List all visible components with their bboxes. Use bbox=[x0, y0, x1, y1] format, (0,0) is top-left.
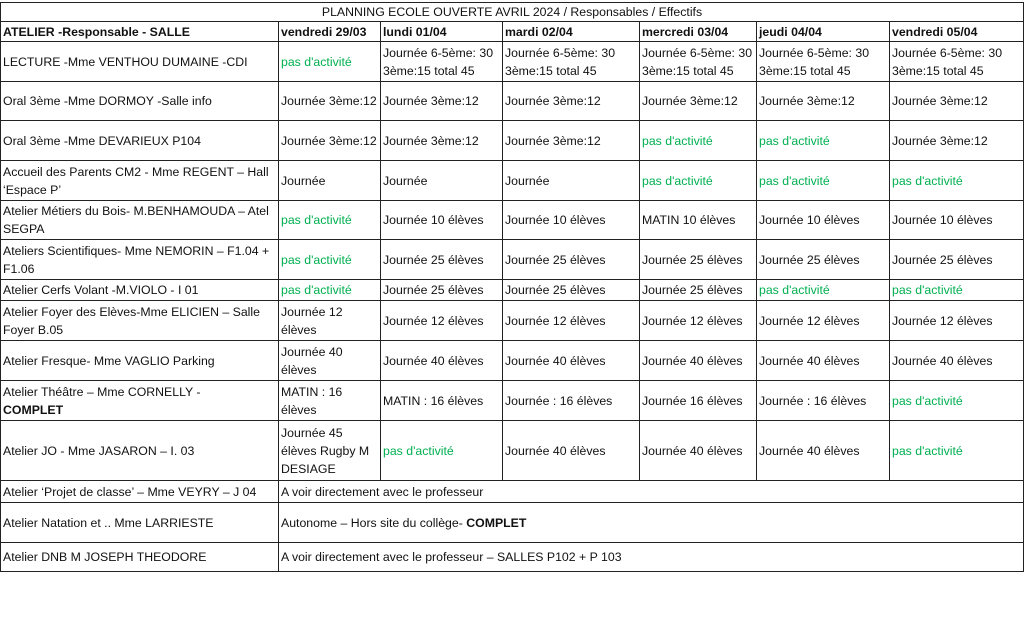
schedule-cell: Journée 12 élèves bbox=[503, 301, 640, 341]
schedule-cell: Journée 25 élèves bbox=[640, 240, 757, 280]
activity-label: Atelier ‘Projet de classe’ – Mme VEYRY – J 04 bbox=[3, 484, 257, 499]
activity-cell bbox=[1, 201, 279, 240]
schedule-cell: MATIN : 16 élèves bbox=[381, 381, 503, 421]
schedule-cell: pas d'activité bbox=[279, 240, 381, 280]
schedule-cell: pas d'activité bbox=[279, 201, 381, 240]
schedule-cell: Journée 40 élèves bbox=[503, 341, 640, 381]
table-row bbox=[1, 121, 1024, 161]
merged-info-cell bbox=[279, 481, 1024, 503]
schedule-cell: Journée 10 élèves bbox=[890, 201, 1024, 240]
table-row bbox=[1, 301, 1024, 341]
schedule-cell: Journée 45 élèves Rugby M DESIAGE bbox=[279, 421, 381, 481]
activity-cell bbox=[1, 240, 279, 280]
schedule-cell: Journée 40 élèves bbox=[279, 341, 381, 381]
schedule-cell: pas d'activité bbox=[757, 121, 890, 161]
schedule-cell: Journée 3ème:12 bbox=[381, 82, 503, 121]
table-title: PLANNING ECOLE OUVERTE AVRIL 2024 / Responsables / Effectifs bbox=[1, 3, 1024, 22]
table-row bbox=[1, 341, 1024, 381]
activity-cell bbox=[1, 42, 279, 82]
schedule-cell: Journée bbox=[503, 161, 640, 201]
header-cell-day: mardi 02/04 bbox=[503, 22, 640, 42]
activity-label: Atelier Théâtre – Mme CORNELLY - bbox=[3, 384, 201, 399]
schedule-cell: Journée 3ème:12 bbox=[503, 82, 640, 121]
schedule-cell: Journée 25 élèves bbox=[757, 240, 890, 280]
activity-cell bbox=[1, 381, 279, 421]
schedule-cell: Journée 40 élèves bbox=[640, 341, 757, 381]
activity-label: Atelier Fresque- Mme VAGLIO Parking bbox=[3, 353, 215, 368]
merged-info-cell bbox=[279, 543, 1024, 572]
schedule-cell: Journée 25 élèves bbox=[381, 240, 503, 280]
schedule-cell: Journée 3ème:12 bbox=[279, 121, 381, 161]
schedule-cell: Journée 25 élèves bbox=[640, 280, 757, 301]
info-text: A voir directement avec le professeur bbox=[281, 484, 484, 499]
schedule-cell: Journée 40 élèves bbox=[757, 421, 890, 481]
schedule-cell: Journée 6-5ème: 30 3ème:15 total 45 bbox=[757, 42, 890, 82]
schedule-cell: Journée 3ème:12 bbox=[503, 121, 640, 161]
schedule-cell: Journée : 16 élèves bbox=[757, 381, 890, 421]
schedule-cell: Journée 40 élèves bbox=[757, 341, 890, 381]
info-text: A voir directement avec le professeur – SALLES P102 + P 103 bbox=[281, 550, 622, 564]
activity-label: Atelier Foyer des Elèves-Mme ELICIEN – Salle Foyer B.05 bbox=[3, 304, 260, 337]
schedule-cell: Journée 3ème:12 bbox=[381, 121, 503, 161]
schedule-cell: Journée 25 élèves bbox=[890, 240, 1024, 280]
activity-label: Accueil des Parents CM2 - Mme REGENT – Hall ‘Espace P’ bbox=[3, 164, 269, 197]
header-cell-day: vendredi 29/03 bbox=[279, 22, 381, 42]
schedule-cell: pas d'activité bbox=[640, 161, 757, 201]
schedule-cell: MATIN 10 élèves bbox=[640, 201, 757, 240]
schedule-cell: Journée 3ème:12 bbox=[890, 82, 1024, 121]
schedule-cell: Journée 10 élèves bbox=[503, 201, 640, 240]
schedule-cell: Journée 12 élèves bbox=[381, 301, 503, 341]
table-row bbox=[1, 280, 1024, 301]
schedule-cell: Journée 40 élèves bbox=[890, 341, 1024, 381]
schedule-cell: Journée 25 élèves bbox=[503, 240, 640, 280]
merged-info-cell bbox=[279, 503, 1024, 543]
activity-label: Oral 3ème -Mme DORMOY -Salle info bbox=[3, 94, 212, 108]
activity-label: Atelier Cerfs Volant -M.VIOLO - I 01 bbox=[3, 283, 199, 297]
schedule-cell: pas d'activité bbox=[640, 121, 757, 161]
activity-cell bbox=[1, 421, 279, 481]
schedule-cell: Journée 3ème:12 bbox=[890, 121, 1024, 161]
schedule-cell: Journée 12 élèves bbox=[640, 301, 757, 341]
activity-cell bbox=[1, 481, 279, 503]
activity-cell bbox=[1, 82, 279, 121]
schedule-cell: pas d'activité bbox=[757, 280, 890, 301]
schedule-cell: pas d'activité bbox=[381, 421, 503, 481]
activity-label: Ateliers Scientifiques- Mme NEMORIN – F1.04 + F1.06 bbox=[3, 243, 270, 276]
schedule-cell: MATIN : 16 élèves bbox=[279, 381, 381, 421]
activity-cell bbox=[1, 503, 279, 543]
header-row bbox=[1, 22, 1024, 42]
activity-label: Atelier DNB M JOSEPH THEODORE bbox=[3, 550, 207, 564]
schedule-cell: Journée 12 élèves bbox=[757, 301, 890, 341]
activity-label: Atelier Métiers du Bois- M.BENHAMOUDA – Atel SEGPA bbox=[3, 204, 269, 236]
table-row bbox=[1, 42, 1024, 82]
header-cell-day: lundi 01/04 bbox=[381, 22, 503, 42]
schedule-cell: Journée : 16 élèves bbox=[503, 381, 640, 421]
activity-label: LECTURE -Mme VENTHOU DUMAINE -CDI bbox=[3, 54, 248, 69]
schedule-cell: Journée 12 élèves bbox=[890, 301, 1024, 341]
table-row bbox=[1, 240, 1024, 280]
activity-label: Oral 3ème -Mme DEVARIEUX P104 bbox=[3, 133, 201, 148]
schedule-cell: pas d'activité bbox=[890, 280, 1024, 301]
table-row bbox=[1, 421, 1024, 481]
schedule-cell: Journée bbox=[279, 161, 381, 201]
info-text: Autonome – Hors site du collège- bbox=[281, 515, 463, 530]
schedule-cell: Journée 3ème:12 bbox=[640, 82, 757, 121]
schedule-cell: Journée bbox=[381, 161, 503, 201]
schedule-cell: Journée 25 élèves bbox=[503, 280, 640, 301]
status-complet: COMPLET bbox=[3, 402, 64, 417]
schedule-cell: Journée 40 élèves bbox=[640, 421, 757, 481]
schedule-cell: Journée 16 élèves bbox=[640, 381, 757, 421]
schedule-cell: Journée 12 élèves bbox=[279, 301, 381, 341]
header-cell-day: jeudi 04/04 bbox=[757, 22, 890, 42]
schedule-cell: pas d'activité bbox=[890, 421, 1024, 481]
table-row bbox=[1, 543, 1024, 572]
table-row bbox=[1, 82, 1024, 121]
schedule-cell: Journée 6-5ème: 30 3ème:15 total 45 bbox=[890, 42, 1024, 82]
header-cell-activity: ATELIER -Responsable - SALLE bbox=[1, 22, 279, 42]
schedule-cell: Journée 3ème:12 bbox=[757, 82, 890, 121]
schedule-cell: pas d'activité bbox=[279, 280, 381, 301]
activity-label: Atelier JO - Mme JASARON – I. 03 bbox=[3, 443, 195, 458]
schedule-cell: Journée 10 élèves bbox=[757, 201, 890, 240]
table-row bbox=[1, 161, 1024, 201]
table-row bbox=[1, 481, 1024, 503]
activity-cell bbox=[1, 341, 279, 381]
activity-label: Atelier Natation et .. Mme LARRIESTE bbox=[3, 515, 214, 530]
table-row bbox=[1, 201, 1024, 240]
status-complet: COMPLET bbox=[466, 515, 527, 530]
schedule-cell: Journée 6-5ème: 30 3ème:15 total 45 bbox=[640, 42, 757, 82]
planning-table bbox=[0, 2, 1024, 572]
schedule-cell: pas d'activité bbox=[890, 161, 1024, 201]
table-row bbox=[1, 381, 1024, 421]
schedule-cell: pas d'activité bbox=[279, 42, 381, 82]
schedule-cell: pas d'activité bbox=[890, 381, 1024, 421]
schedule-cell: Journée 10 élèves bbox=[381, 201, 503, 240]
schedule-cell: Journée 40 élèves bbox=[503, 421, 640, 481]
header-cell-day: vendredi 05/04 bbox=[890, 22, 1024, 42]
activity-cell bbox=[1, 301, 279, 341]
schedule-cell: Journée 25 élèves bbox=[381, 280, 503, 301]
schedule-cell: Journée 40 élèves bbox=[381, 341, 503, 381]
header-cell-day: mercredi 03/04 bbox=[640, 22, 757, 42]
activity-cell bbox=[1, 121, 279, 161]
schedule-cell: pas d'activité bbox=[757, 161, 890, 201]
table-row bbox=[1, 503, 1024, 543]
activity-cell bbox=[1, 161, 279, 201]
schedule-cell: Journée 6-5ème: 30 3ème:15 total 45 bbox=[503, 42, 640, 82]
activity-cell bbox=[1, 543, 279, 572]
schedule-cell: Journée 3ème:12 bbox=[279, 82, 381, 121]
activity-cell bbox=[1, 280, 279, 301]
schedule-cell: Journée 6-5ème: 30 3ème:15 total 45 bbox=[381, 42, 503, 82]
